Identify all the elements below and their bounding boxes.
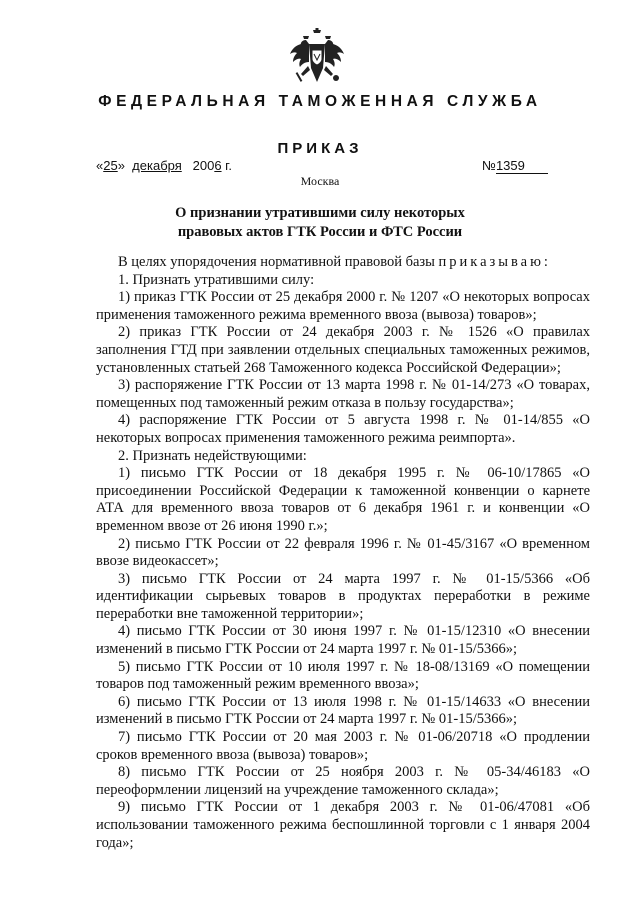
section-2-item: 6) письмо ГТК России от 13 июля 1998 г. № 01-15/14633 «О внесении изменений в письмо ГТК России от 24 марта 1997 г. № 01-15/5366»; [96, 693, 590, 728]
date-year-unit: г. [225, 158, 232, 173]
date-day: 25 [103, 158, 118, 173]
date-year-prefix: 200 [192, 158, 215, 173]
document-number [482, 158, 548, 174]
date-open-quote: « [96, 158, 104, 173]
document-date [96, 158, 232, 173]
section-2-item: 7) письмо ГТК России от 20 мая 2003 г. № 01-06/20718 «О продлении сроков временного ввоза (вывоза) товаров»; [96, 729, 590, 763]
document-body [96, 254, 590, 852]
intro-paragraph [96, 254, 590, 272]
section-2-item: 9) письмо ГТК России от 1 декабря 2003 г. № 01-06/47081 «Об использовании таможенного режима беспошлинной торговли с 1 января 2004 года»; [96, 799, 590, 851]
section-2-heading: 2. Признать недействующими: [118, 447, 307, 464]
date-year-suffix: 6 [214, 158, 222, 173]
coat-of-arms-icon [289, 28, 345, 90]
intro-command: приказываю: [438, 254, 551, 270]
document-type: ПРИКАЗ [277, 140, 363, 157]
section-2-item: 5) письмо ГТК России от 10 июля 1997 г. № 18-08/13169 «О помещении товаров под таможенный режим временного ввоза»; [96, 658, 590, 693]
title-line-2: правовых актов ГТК России и ФТС России [177, 224, 463, 240]
title-line-1: О признании утратившими силу некоторых [175, 205, 465, 221]
section-1-item: 2) приказ ГТК России от 24 декабря 2003 г. № 1526 «О правилах заполнения ГТД при заявлении отдельных специальных таможенных режимов, установленных статьей 268 Таможенного кодекса Российской Федерации»; [96, 324, 590, 376]
section-2-item: 3) письмо ГТК России от 24 марта 1997 г. № 01-15/5366 «Об идентификации сырьевых товаров в продуктах переработки в режиме переработки вне таможенной территории»; [96, 570, 590, 622]
section-1-item: 1) приказ ГТК России от 25 декабря 2000 г. № 1207 «О некоторых вопросах применения таможенного режима временного ввоза (вывоза) товаров»; [96, 289, 590, 323]
number-value: 1359 [496, 158, 548, 174]
section-2-item: 8) письмо ГТК России от 25 ноября 2003 г. № 05-34/46183 «О переоформлении лицензий на учреждение таможенного склада»; [96, 764, 590, 798]
section-1-item: 4) распоряжение ГТК России от 5 августа 1998 г. № 01-14/855 «О некоторых вопросах применения таможенного режима реимпорта». [96, 412, 590, 446]
date-close-quote: » [117, 158, 125, 173]
section-1-heading: 1. Признать утратившими силу: [118, 271, 315, 288]
section-2-item: 4) письмо ГТК России от 30 июня 1997 г. № 01-15/12310 «О внесении изменений в письмо ГТК России от 24 марта 1997 г. № 01-15/5366»; [96, 623, 590, 658]
section-2-item: 1) письмо ГТК России от 18 декабря 1995 г. № 06-10/17865 «О присоединении Российской Федерации к таможенной конвенции о карнете АТА для временного ввоза товаров от 6 декабря 1961 г. и конвенции «О временном ввозе от 26 июня 1990 г.»; [96, 465, 590, 534]
section-1-item: 3) распоряжение ГТК России от 13 марта 1998 г. № 01-14/273 «О товарах, помещенных под таможенный режим отказа в пользу государства»; [96, 377, 590, 411]
section-2-item: 2) письмо ГТК России от 22 февраля 1996 г. № 01-45/3167 «О временном ввозе видеокассет»; [96, 535, 590, 570]
agency-name: ФЕДЕРАЛЬНАЯ ТАМОЖЕННАЯ СЛУЖБА [98, 93, 542, 110]
intro-text: В целях упорядочения нормативной правовой базы [118, 254, 439, 270]
city: Москва [300, 174, 340, 188]
document-title [0, 204, 640, 242]
number-sign: № [482, 158, 496, 173]
date-month: декабря [132, 158, 182, 173]
